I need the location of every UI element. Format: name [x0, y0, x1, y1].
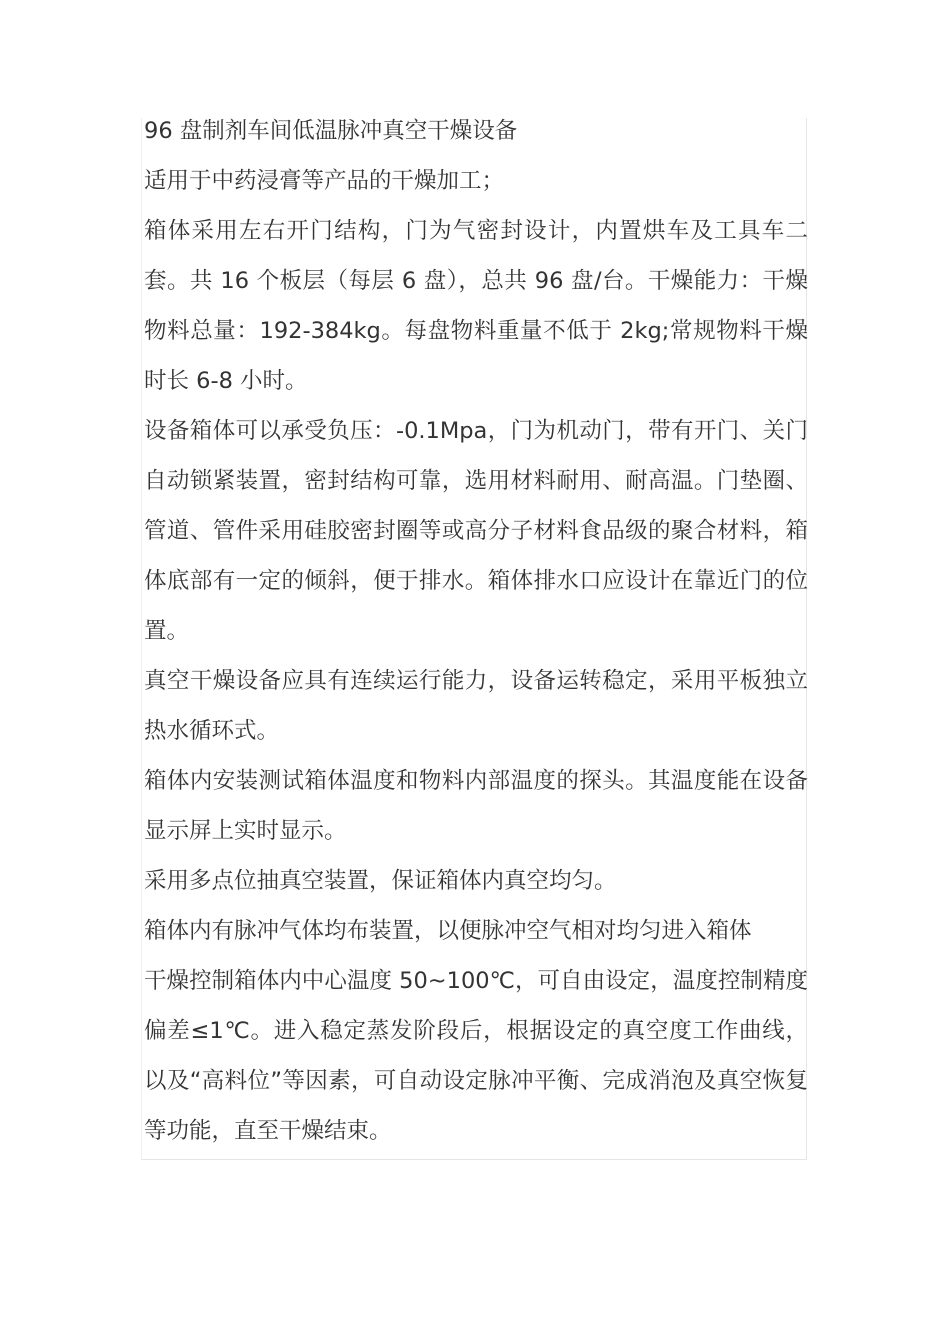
article-body [144, 106, 808, 1156]
paragraph-vacuum: 采用多点位抽真空装置，保证箱体内真空均匀。 [144, 868, 617, 894]
paragraph-pressure-seal: 设备箱体可以承受负压：-0.1Mpa，门为机动门，带有开门、关门自动锁紧装置，密封结构可靠，选用材料耐用、耐高温。门垫圈、管道、管件采用硅胶密封圈等或高分子材料食品级的聚合材料，箱体底部有一定的倾斜，便于排水。箱体排水口应设计在靠近门的位置。 [144, 418, 808, 644]
paragraph-temperature-probe: 箱体内安装测试箱体温度和物料内部温度的探头。其温度能在设备显示屏上实时显示。 [144, 768, 808, 844]
paragraph-application: 适用于中药浸膏等产品的干燥加工； [144, 168, 505, 194]
paragraph-structure: 箱体采用左右开门结构，门为气密封设计，内置烘车及工具车二套。共 16 个板层（每层 6 盘），总共 96 盘/台。干燥能力：干燥物料总量：192-384kg。每盘物料重量不低于 2kg;常规物料干燥时长 6-8 小时。 [144, 218, 808, 394]
article-title: 96 盘制剂车间低温脉冲真空干燥设备 [144, 118, 518, 144]
paragraph-operation: 真空干燥设备应具有连续运行能力，设备运转稳定，采用平板独立热水循环式。 [144, 668, 808, 744]
paragraph-control: 干燥控制箱体内中心温度 50~100℃，可自由设定，温度控制精度偏差≤1℃。进入稳定蒸发阶段后，根据设定的真空度工作曲线，以及“高料位”等因素，可自动设定脉冲平衡、完成消泡及真空恢复等功能，直至干燥结束。 [144, 968, 808, 1144]
paragraph-pulse: 箱体内有脉冲气体均布装置，以便脉冲空气相对均匀进入箱体 [144, 918, 752, 944]
